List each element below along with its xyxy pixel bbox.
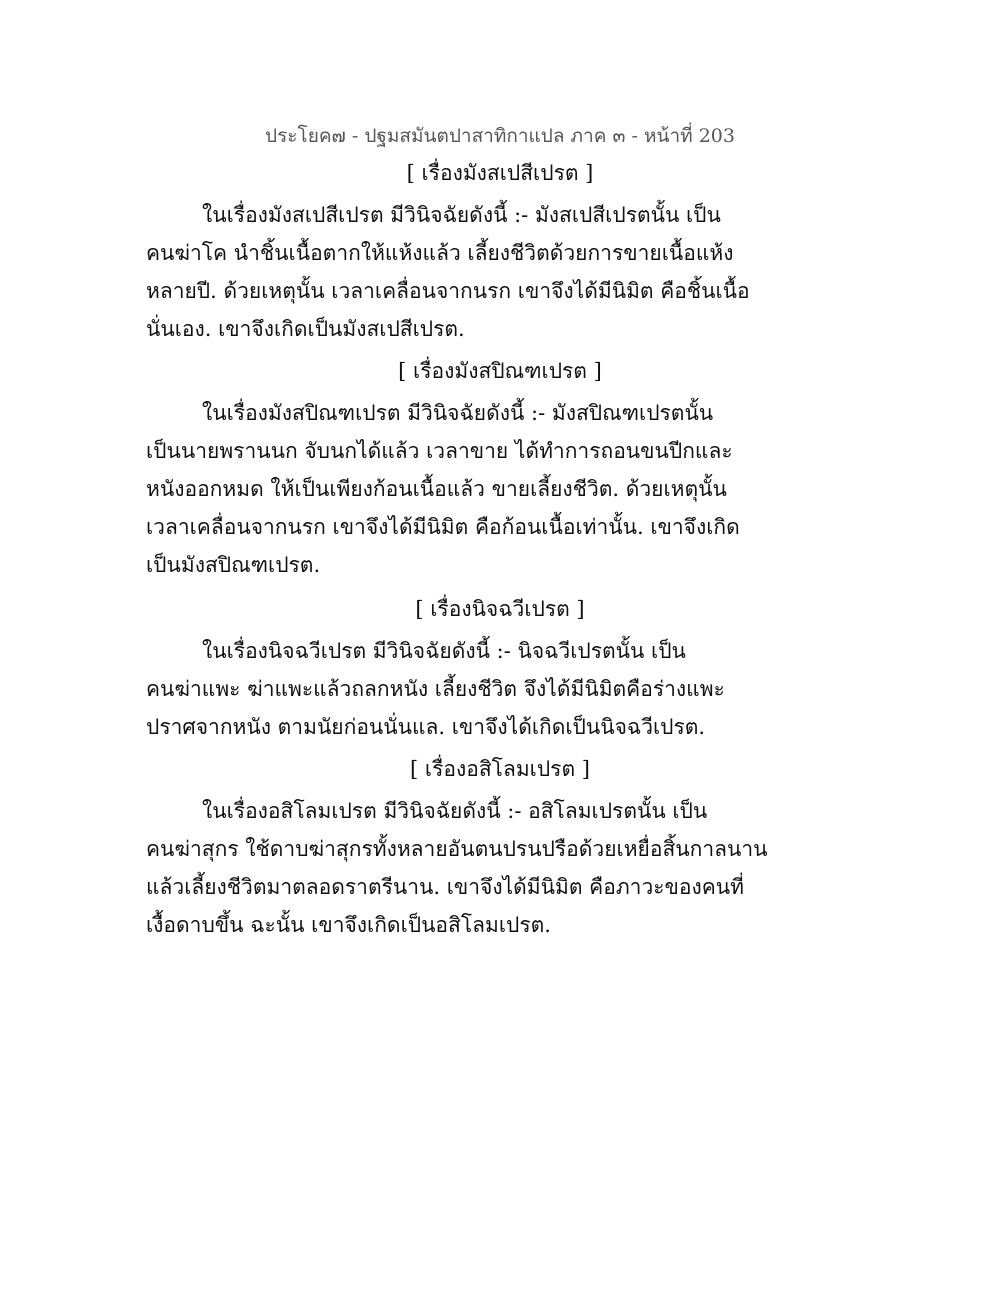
paragraph-line: เงื้อดาบขึ้น ฉะนั้น เขาจึงเกิดเป็นอสิโลมเปรต. — [146, 913, 551, 937]
paragraph-asiloma — [146, 792, 866, 944]
page-header: ประโยค๗ - ปฐมสมันตปาสาทิกาแปล ภาค ๓ - หน้าที่ 203 — [265, 125, 735, 147]
paragraph-line: ปราศจากหนัง ตามนัยก่อนนั่นแล. เขาจึงได้เกิดเป็นนิจฉวีเปรต. — [146, 715, 706, 739]
section-title-nicchavi: [ เรื่องนิจฉวีเปรต ] — [415, 597, 585, 621]
section-title-mangsapinda: [ เรื่องมังสปิณฑเปรต ] — [398, 359, 602, 383]
paragraph-line: ในเรื่องอสิโลมเปรต มีวินิจฉัยดังนี้ :- อสิโลมเปรตนั้น เป็น — [202, 799, 708, 823]
paragraph-nicchavi — [146, 632, 866, 746]
section-title-asiloma: [ เรื่องอสิโลมเปรต ] — [410, 757, 590, 781]
paragraph-mangsapesi — [146, 196, 866, 348]
paragraph-line: เป็นมังสปิณฑเปรต. — [146, 553, 321, 577]
paragraph-line: คนฆ่าสุกร ใช้ดาบฆ่าสุกรทั้งหลายอันตนปรนปรือด้วยเหยื่อสิ้นกาลนาน — [146, 837, 768, 861]
paragraph-line: ในเรื่องมังสปิณฑเปรต มีวินิจฉัยดังนี้ :- มังสปิณฑเปรตนั้น — [202, 401, 714, 425]
paragraph-line: หนังออกหมด ให้เป็นเพียงก้อนเนื้อแล้ว ขายเลี้ยงชีวิต. ด้วยเหตุนั้น — [146, 477, 727, 501]
paragraph-line: แล้วเลี้ยงชีวิตมาตลอดราตรีนาน. เขาจึงได้มีนิมิต คือภาวะของคนที่ — [146, 875, 744, 899]
paragraph-line: เป็นนายพรานนก จับนกได้แล้ว เวลาขาย ได้ทำการถอนขนปีกและ — [146, 439, 733, 463]
paragraph-line: คนฆ่าโค นำชิ้นเนื้อตากให้แห้งแล้ว เลี้ยงชีวิตด้วยการขายเนื้อแห้ง — [146, 241, 734, 265]
paragraph-line: ในเรื่องนิจฉวีเปรต มีวินิจฉัยดังนี้ :- นิจฉวีเปรตนั้น เป็น — [202, 639, 686, 663]
paragraph-mangsapinda — [146, 394, 866, 584]
paragraph-line: หลายปี. ด้วยเหตุนั้น เวลาเคลื่อนจากนรก เขาจึงได้มีนิมิต คือชิ้นเนื้อ — [146, 279, 750, 303]
paragraph-line: นั่นเอง. เขาจึงเกิดเป็นมังสเปสีเปรต. — [146, 317, 465, 341]
paragraph-line: คนฆ่าแพะ ฆ่าแพะแล้วถลกหนัง เลี้ยงชีวิต จึงได้มีนิมิตคือร่างแพะ — [146, 677, 725, 701]
paragraph-line: ในเรื่องมังสเปสีเปรต มีวินิจฉัยดังนี้ :- มังสเปสีเปรตนั้น เป็น — [202, 203, 721, 227]
paragraph-line: เวลาเคลื่อนจากนรก เขาจึงได้มีนิมิต คือก้อนเนื้อเท่านั้น. เขาจึงเกิด — [146, 515, 740, 539]
section-title-mangsapesi: [ เรื่องมังสเปสีเปรต ] — [406, 161, 594, 185]
